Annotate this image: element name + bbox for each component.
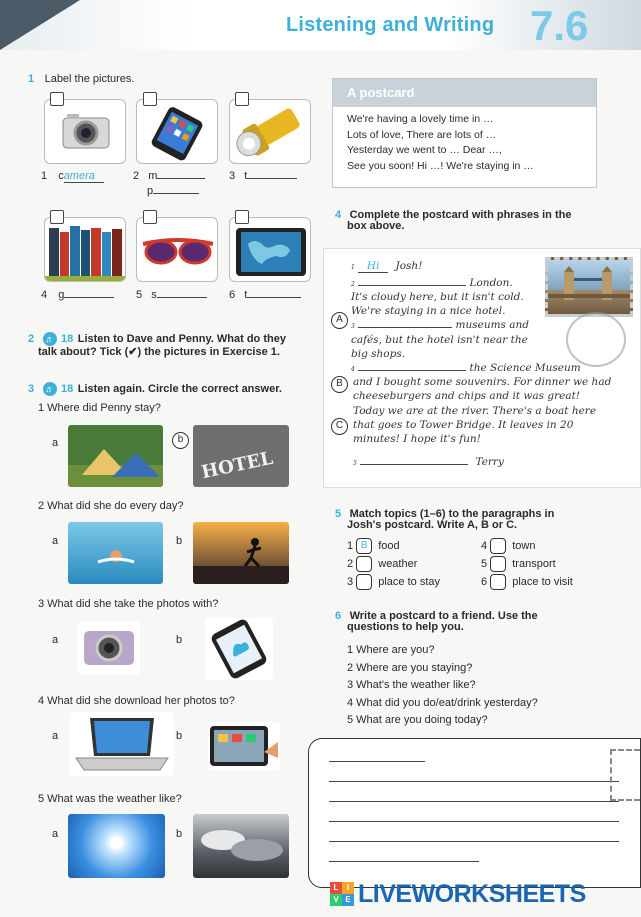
ex5-instruction-2: Josh's postcard. Write A, B or C.: [347, 519, 518, 531]
ex1-instruction: Label the pictures.: [44, 73, 135, 85]
ex5-topic-6: [481, 574, 573, 590]
topic-number: 6: [481, 575, 488, 588]
gap-number: 3: [351, 323, 355, 330]
ex5-answer-5[interactable]: [490, 556, 506, 572]
postcard-box-title: A postcard: [333, 79, 596, 107]
ex1-item-1: [41, 170, 104, 183]
tent-icon: [68, 425, 163, 487]
item-prefix: s: [151, 289, 157, 301]
phrase-line-4: See you soon! Hi …! We're staying in …: [347, 159, 534, 172]
ex5-answer-4[interactable]: [490, 538, 506, 554]
item-number: 2: [133, 170, 140, 182]
audio-icon[interactable]: ♬: [43, 332, 57, 346]
paragraph-label-c: C: [331, 418, 348, 435]
topic-label: town: [512, 539, 536, 552]
gap-number: 1: [351, 264, 355, 271]
item-number: 6: [229, 289, 236, 301]
smartphone-icon: [205, 618, 273, 680]
ex6-question: 5 What are you doing today?: [347, 714, 488, 726]
ex2-instruction-2: talk about? Tick (✔) the pictures in Exercise 1.: [38, 346, 280, 358]
option-a[interactable]: a: [52, 437, 59, 449]
postcard-greeting-name: Josh!: [395, 260, 423, 272]
ex6-question-list: [347, 642, 538, 730]
option-b[interactable]: b: [176, 730, 183, 742]
postcard-gap-2[interactable]: [358, 285, 466, 286]
writing-line: [329, 861, 479, 862]
phrase-line-3: Yesterday we went to … Dear …,: [347, 144, 502, 156]
ex3-number: 3: [28, 383, 35, 395]
torch-icon: [230, 100, 311, 164]
postcard-writing-area[interactable]: [308, 738, 641, 888]
ex3-question-4: 4 What did she download her photos to?: [38, 695, 235, 707]
ex1-answer-6[interactable]: [247, 297, 301, 298]
ex1-answer-1[interactable]: amera: [64, 170, 104, 183]
ex4-instruction: Complete the postcard with phrases in the: [349, 209, 572, 221]
option-b[interactable]: b: [176, 535, 183, 547]
item-prefix: m: [148, 170, 158, 182]
ex4-number: 4: [335, 209, 342, 221]
ex5-topic-3: [347, 574, 440, 590]
option-b[interactable]: b: [176, 828, 183, 840]
ex5-instruction: Match topics (1–6) to the paragraphs in: [349, 508, 555, 520]
ex3-question-2: 2 What did she do every day?: [38, 500, 184, 512]
ex5-number: 5: [335, 508, 342, 520]
ex1-answer-2a[interactable]: [157, 178, 205, 179]
swimmer-icon: [68, 522, 163, 584]
ex6-instruction-2: questions to help you.: [347, 621, 464, 633]
option-a[interactable]: a: [52, 634, 59, 646]
topic-number: 3: [347, 575, 354, 588]
tablet-icon: [208, 722, 280, 770]
topic-label: place to stay: [378, 575, 441, 588]
gap-number: 2: [351, 281, 355, 288]
ex6-question: 3 What's the weather like?: [347, 679, 476, 691]
postcard-text: We're staying in a nice hotel.: [351, 305, 506, 317]
postcard-text: Today we are at the river. There's a boat here: [353, 405, 597, 417]
item-prefix: t: [244, 170, 248, 182]
track-number: 18: [61, 333, 74, 345]
ex6-question: 1 Where are you?: [347, 644, 435, 656]
logo-letter: V: [330, 894, 342, 906]
camera-photo[interactable]: [78, 621, 140, 675]
paragraph-label-a: A: [331, 312, 348, 329]
ex1-item-2: [133, 170, 205, 182]
postcard-gap-4[interactable]: [358, 370, 466, 371]
writing-line: [329, 841, 619, 842]
postcard-text: the Science Museum: [469, 362, 581, 374]
sunglasses-picture: [136, 217, 218, 282]
sun-icon: [68, 814, 165, 878]
ex1-number: 1: [28, 73, 35, 85]
runner-icon: [193, 522, 289, 584]
postcard-text: cafés, but the hotel isn't near the: [351, 334, 528, 346]
compact-camera-icon: [78, 621, 140, 675]
postcard-line-4: [351, 362, 581, 374]
postcard-line-3: [351, 319, 529, 331]
postcard-line-2: [351, 277, 513, 289]
hotel-sign-text: HOTEL: [199, 447, 275, 484]
paragraph-label-b: B: [331, 376, 348, 393]
logo-text: LIVEWORKSHEETS: [358, 880, 586, 908]
ex3-heading: [28, 379, 282, 397]
ex2-instruction: Listen to Dave and Penny. What do they: [77, 333, 286, 345]
ex3-question-1: 1 Where did Penny stay?: [38, 402, 161, 414]
option-a[interactable]: a: [52, 535, 59, 547]
books-icon: [45, 218, 126, 282]
topic-number: 4: [481, 539, 488, 552]
laptop-photo[interactable]: [70, 712, 174, 776]
item-number: 4: [41, 289, 48, 301]
ex1-checkbox-5[interactable]: [143, 210, 157, 224]
ex5-topic-5: [481, 556, 556, 572]
option-a[interactable]: a: [52, 730, 59, 742]
cloudy-photo[interactable]: [193, 814, 289, 878]
ex1-heading: [28, 69, 134, 87]
writing-line: [329, 781, 619, 782]
topic-number: 5: [481, 557, 488, 570]
ex1-item-4: [41, 289, 114, 301]
phone-photo[interactable]: [205, 618, 273, 680]
topic-label: weather: [378, 557, 418, 570]
item-number: 5: [136, 289, 143, 301]
postcard-text: minutes! I hope it's fun!: [353, 433, 481, 445]
ex1-checkbox-4[interactable]: [50, 210, 64, 224]
tablet-picture: [229, 217, 311, 282]
tower-bridge-icon: [548, 260, 630, 314]
hotel-photo[interactable]: [193, 425, 289, 487]
ex1-answer-3[interactable]: [247, 178, 297, 179]
ex5-topic-1: [347, 538, 400, 554]
ex6-question: 4 What did you do/eat/drink yesterday?: [347, 696, 538, 709]
ex1-item-6: [229, 289, 301, 301]
phone-picture: [136, 99, 218, 164]
ex3-instruction: Listen again. Circle the correct answer.: [77, 383, 282, 395]
postcard-gap-1[interactable]: Hi: [358, 260, 388, 273]
live-icon: [330, 882, 354, 906]
gap-number: 4: [351, 366, 355, 373]
topic-label: transport: [512, 557, 556, 570]
tablet-icon: [230, 218, 311, 282]
camera-icon: [45, 100, 126, 164]
ex1-item-2b: [147, 185, 199, 197]
stamp-tower-bridge: [545, 257, 633, 317]
option-a[interactable]: a: [52, 828, 59, 840]
topic-label: food: [378, 539, 400, 552]
ex5-answer-3[interactable]: [356, 574, 372, 590]
postcard-text: that goes to Tower Bridge. It leaves in 20: [353, 419, 574, 431]
laptop-icon: [70, 712, 174, 776]
camera-picture: [44, 99, 126, 164]
ex1-checkbox-3[interactable]: [235, 92, 249, 106]
ex1-checkbox-6[interactable]: [235, 210, 249, 224]
ex5-topic-4: [481, 538, 536, 554]
topic-label: place to visit: [512, 575, 573, 588]
cloud-icon: [193, 814, 289, 878]
postmark-stamp: [566, 312, 626, 367]
option-b-circled[interactable]: b: [172, 432, 189, 449]
stamp-placeholder: [610, 749, 640, 801]
ex6-instruction: Write a postcard to a friend. Use the: [349, 610, 538, 622]
ex1-checkbox-2[interactable]: [143, 92, 157, 106]
item-prefix: t: [244, 289, 248, 301]
postcard-text: and I bought some souvenirs. For dinner we had: [353, 376, 612, 388]
ex5-answer-1[interactable]: B: [356, 538, 372, 554]
logo-letter: E: [342, 894, 354, 906]
postcard-text: cheeseburgers and chips and it was great!: [353, 390, 581, 402]
ex1-item-3: [229, 170, 297, 182]
item-prefix: p: [147, 185, 154, 197]
ex5-answer-2[interactable]: [356, 556, 372, 572]
gap-number: 5: [353, 460, 357, 467]
writing-line: [329, 801, 619, 802]
running-photo[interactable]: [193, 522, 289, 584]
ex1-answer-2b[interactable]: [153, 193, 199, 194]
postcard-text: big shops.: [351, 348, 406, 360]
postcard-line-1: [351, 260, 422, 273]
ex3-question-5: 5 What was the weather like?: [38, 793, 182, 805]
sunglasses-icon: [137, 218, 218, 282]
item-prefix: g: [58, 289, 65, 301]
topic-number: 2: [347, 557, 354, 570]
audio-icon[interactable]: ♬: [43, 382, 57, 396]
torch-picture: [229, 99, 311, 164]
phrase-line-1: We're having a lovely time in …: [347, 113, 494, 125]
ex3-question-3: 3 What did she take the photos with?: [38, 598, 219, 610]
writing-line: [329, 761, 425, 762]
swimming-photo[interactable]: [68, 522, 163, 584]
postcard-gap-3[interactable]: [358, 327, 452, 328]
tent-photo[interactable]: [68, 425, 163, 487]
postcard-box: [332, 78, 597, 188]
postcard-line-5: [353, 456, 504, 468]
topic-number: 1: [347, 539, 354, 552]
track-number: 18: [61, 383, 74, 395]
ex1-checkbox-1[interactable]: [50, 92, 64, 106]
postcard-text: It's cloudy here, but it isn't cold.: [351, 291, 524, 303]
smartphone-icon: [137, 100, 218, 164]
sunny-photo[interactable]: [68, 814, 165, 878]
ex6-number: 6: [335, 610, 342, 622]
unit-number: 7.6: [530, 2, 589, 49]
option-b[interactable]: b: [176, 634, 183, 646]
postcard-gap-5[interactable]: [360, 464, 468, 465]
ex1-item-5: [136, 289, 207, 301]
postcard-text: museums and: [455, 319, 530, 331]
ex1-answer-5[interactable]: [157, 297, 207, 298]
writing-line: [329, 821, 619, 822]
phrase-line-2: Lots of love, There are lots of …: [347, 128, 497, 141]
logo-letter: L: [330, 882, 342, 894]
item-number: 3: [229, 170, 236, 182]
logo-letter: I: [342, 882, 354, 894]
ex6-question: 2 Where are you staying?: [347, 661, 473, 674]
ex5-answer-6[interactable]: [490, 574, 506, 590]
item-prefix: c: [58, 170, 64, 182]
guidebooks-picture: [44, 217, 126, 282]
item-number: 1: [41, 170, 48, 182]
ex5-topic-2: [347, 556, 417, 572]
page-title: Listening and Writing: [286, 14, 495, 36]
ex4-instruction-2: box above.: [347, 220, 405, 232]
postcard-signature: Terry: [475, 456, 504, 468]
ex1-answer-4[interactable]: [64, 297, 114, 298]
postcard-text: London.: [469, 277, 513, 289]
ex2-number: 2: [28, 333, 35, 345]
tablet-photo[interactable]: [208, 722, 280, 770]
